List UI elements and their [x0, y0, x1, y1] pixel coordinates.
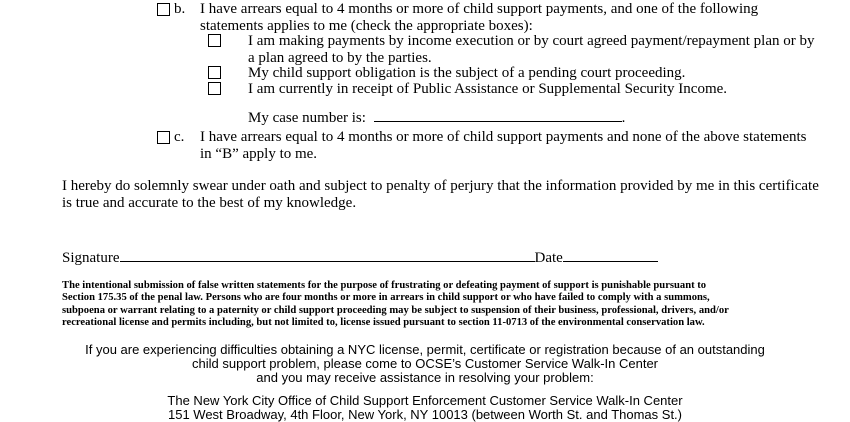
- signature-label: Signature: [62, 250, 120, 266]
- sub-option-3-line1: I am currently in receipt of Public Assistance or Supplemental Security Income.: [248, 81, 728, 97]
- sub-option-3-checkbox[interactable]: [208, 82, 221, 95]
- sub-option-2-checkbox[interactable]: [208, 66, 221, 79]
- warning-paragraph: [62, 280, 782, 330]
- sub-option-2-line1: My child support obligation is the subject of a pending court proceeding.: [248, 65, 686, 81]
- signature-field[interactable]: [120, 247, 535, 262]
- date-field[interactable]: [563, 247, 658, 262]
- option-c-text-line2: in “B” apply to me.: [200, 146, 318, 162]
- warning-line: subpoena or warrant relating to a paternity or child support proceeding may be subject to suspension of their business, professional, drivers, and/or: [62, 304, 729, 316]
- sub-option-1-line1: I am making payments by income execution or by court agreed payment/repayment plan or by: [248, 33, 815, 49]
- option-b-text-line2: statements applies to me (check the appropriate boxes):: [200, 18, 533, 34]
- option-b-checkbox[interactable]: [157, 3, 170, 16]
- option-c-text-line1: I have arrears equal to 4 months or more of child support payments and none of the above statements: [200, 129, 807, 145]
- case-number-row: [248, 107, 625, 127]
- assistance-line: and you may receive assistance in resolving your problem:: [256, 370, 594, 385]
- assistance-line: child support problem, please come to OCSE’s Customer Service Walk-In Center: [191, 356, 659, 371]
- warning-line: The intentional submission of false written statements for the purpose of frustrating or defeating payment of support is punishable pursuant to: [62, 280, 707, 291]
- option-c-checkbox[interactable]: [157, 131, 170, 144]
- warning-line: Section 175.35 of the penal law. Persons who are four months or more in arrears in child support or who have failed to comply with a summons,: [62, 292, 710, 304]
- warning-line: recreational license and permits including, but not limited to, license issued pursuant to section 11-0713 of the environmental conservation law.: [62, 317, 705, 329]
- date-label: Date: [534, 250, 563, 266]
- assistance-line: If you are experiencing difficulties obtaining a NYC license, permit, certificate or registration because of an outstanding: [85, 342, 765, 357]
- case-number-field[interactable]: [374, 107, 622, 122]
- sub-option-1-line2: a plan agreed to by the parties.: [248, 50, 432, 66]
- office-address: 151 West Broadway, 4th Floor, New York, NY 10013 (between Worth St. and Thomas St.): [167, 407, 682, 422]
- option-c-marker: c.: [174, 129, 185, 145]
- signature-row: [62, 247, 658, 267]
- option-b-text-line1: I have arrears equal to 4 months or more of child support payments, and one of the following: [200, 1, 759, 17]
- case-number-period: .: [621, 110, 626, 126]
- option-b-marker: b.: [174, 1, 186, 17]
- case-number-label: My case number is:: [248, 110, 366, 126]
- oath-line1: I hereby do solemnly swear under oath and subject to penalty of perjury that the information provided by me in this certificate: [62, 178, 819, 194]
- sub-option-1-checkbox[interactable]: [208, 34, 221, 47]
- oath-line2: is true and accurate to the best of my knowledge.: [62, 195, 357, 211]
- office-name: The New York City Office of Child Support Enforcement Customer Service Walk-In Center: [167, 393, 683, 408]
